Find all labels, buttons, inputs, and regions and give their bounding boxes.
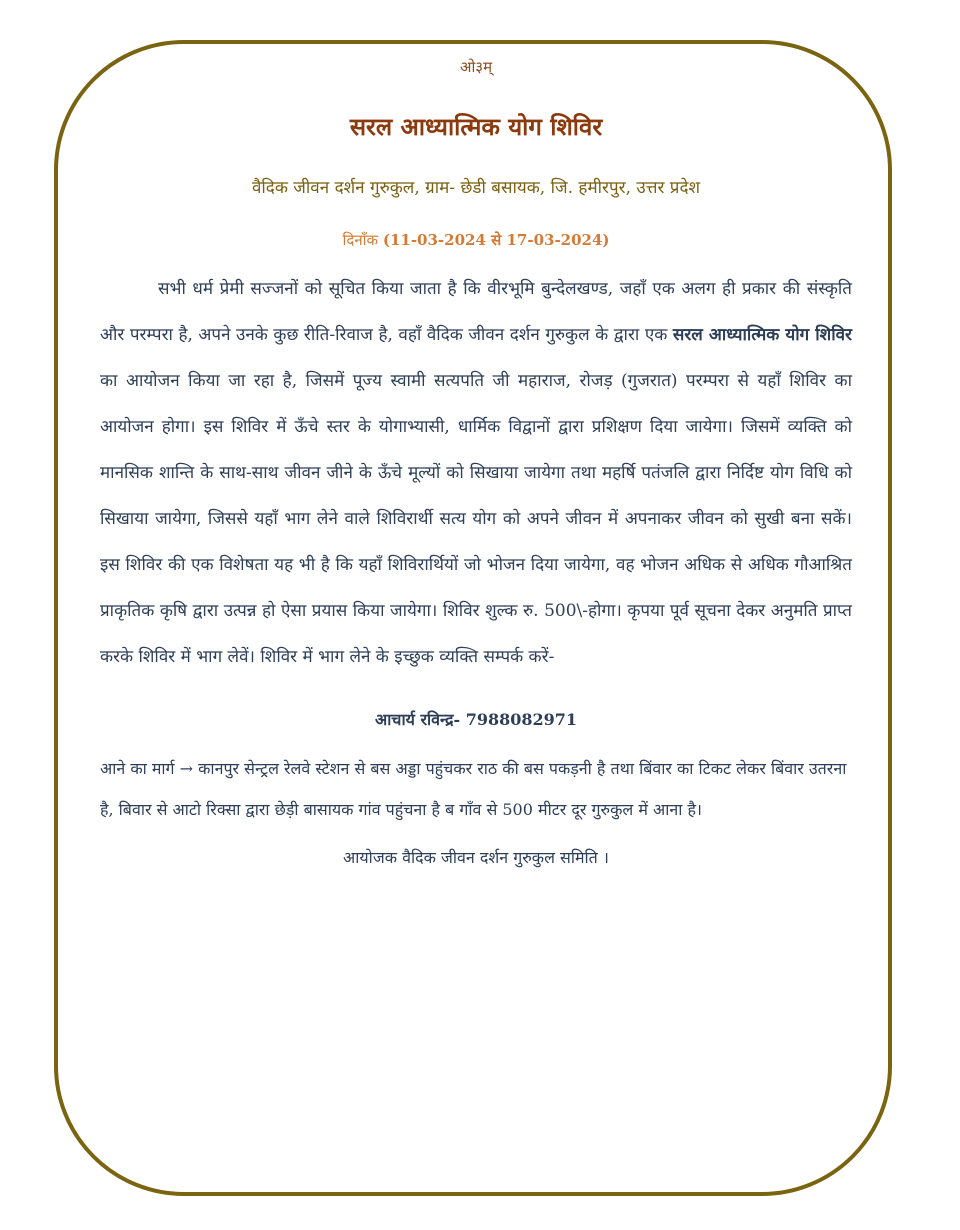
paragraph-part-2: का आयोजन किया जा रहा है, जिसमें पूज्य स्वामी सत्यपति जी महाराज, रोजड़ (गुजरात) परम्परा से यहाँ शिविर का आयोजन होगा। इस शिविर में ऊँचे स्तर के योगाभ्यासी, धार्मिक विद्वानों द्वारा प्रशिक्षण दिया जायेगा। जिसमें व्यक्ति को मानसिक शान्ति के साथ-साथ जीवन जीने के ऊँचे मूल्यों को सिखाया जायेगा तथा महर्षि पतंजलि द्वारा निर्दिष्ट योग विधि को सिखाया जायेगा, जिससे यहाँ भाग लेने वाले शिविरार्थी सत्य योग को अपने जीवन में अपनाकर जीवन को सुखी बना सकें। इस शिविर की एक विशेषता यह भी है कि यहाँ शिविरार्थियों जो भोजन दिया जायेगा, वह भोजन अधिक से अधिक गौआश्रित प्राकृतिक कृषि द्वारा उत्पन्न हो ऐसा प्रयास किया जायेगा। शिविर शुल्क रु. 500\-होगा। कृपया पूर्व सूचना देकर अनुमति प्राप्त करके शिविर में भाग लेवें। शिविर में भाग लेने के इच्छुक व्यक्ति सम्पर्क करें- [100, 371, 852, 667]
date-prefix: दिनाँक [342, 231, 379, 249]
route-directions: आने का मार्ग → कानपुर सेन्ट्रल रेलवे स्टेशन से बस अड्डा पहुंचकर राठ की बस पकड़नी है तथा बिंवार का टिकट लेकर बिंवार उतरना है, बिवार से आटो रिक्सा द्वारा छेड़ी बासायक गांव पहुंचना है ब गाँव से 500 मीटर दूर गुरुकुल में आना है। [100, 759, 847, 819]
camp-date [100, 228, 852, 252]
contact-person: आचार्य रविन्द्र- 7988082971 [374, 710, 578, 729]
organizer-line: आयोजक वैदिक जीवन दर्शन गुरुकुल समिति । [343, 848, 609, 867]
paragraph-highlight: सरल आध्यात्मिक योग शिविर [672, 325, 853, 345]
notice-paragraph [100, 266, 852, 680]
date-range: (11-03-2024 से 17-03-2024) [382, 231, 610, 249]
venue-address: वैदिक जीवन दर्शन गुरुकुल, ग्राम- छेडी बसायक, जि. हमीरपुर, उत्तर प्रदेश [251, 178, 701, 198]
om-heading: ओ३म् [459, 58, 493, 76]
notice-content [100, 52, 852, 872]
camp-title: सरल आध्यात्मिक योग शिविर [349, 112, 603, 141]
paragraph-part-1: सभी धर्म प्रेमी सज्जनों को सूचित किया जाता है कि वीरभूमि बुन्देलखण्ड, जहाँ एक अलग ही प्रकार की संस्कृति और परम्परा है, अपने उनके कुछ रीति-रिवाज है, वहाँ वैदिक जीवन दर्शन गुरुकुल के द्वारा एक [100, 279, 852, 345]
